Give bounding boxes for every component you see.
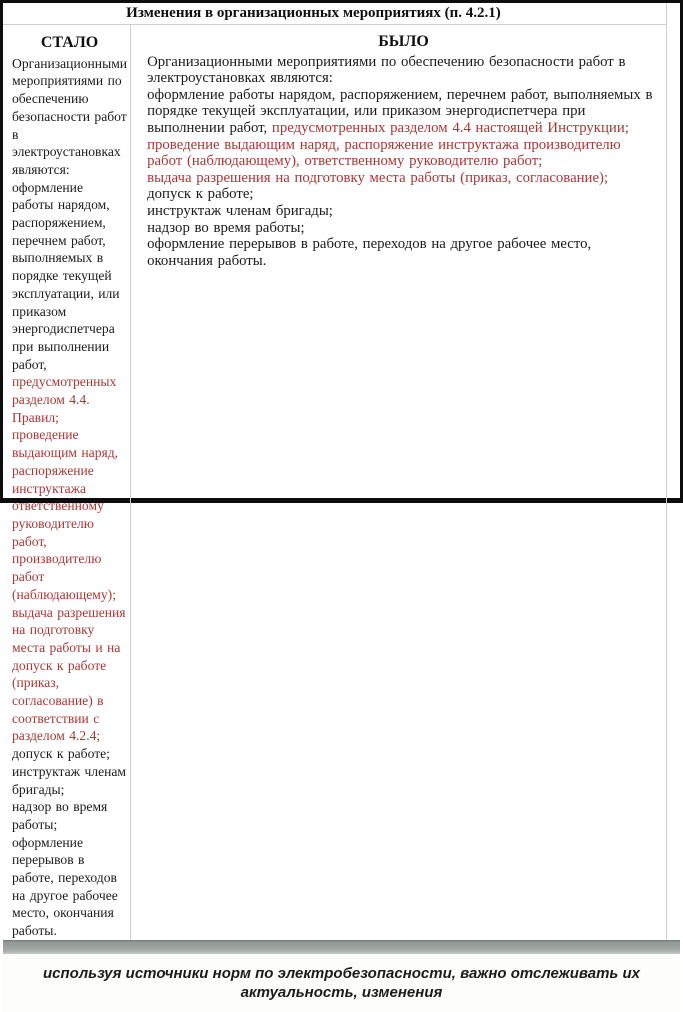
changed-text-segment: предусмотренных разделом 4.4. Правил; (12, 374, 117, 425)
text-item (147, 236, 660, 269)
text-segment: допуск к работе; (147, 186, 254, 203)
text-item (12, 798, 127, 833)
text-segment: инструктаж членам бригады; (12, 763, 127, 797)
column-header-bylo: БЫЛО (378, 33, 429, 50)
text-item (147, 87, 660, 137)
comparison-table (3, 3, 667, 940)
text-segment: инструктаж членам бригады; (147, 202, 333, 219)
column-header-stalo: СТАЛО (40, 34, 99, 51)
text-item (147, 137, 660, 170)
text-segment: Организационными мероприятиями по обеспечению безопасности работ в электроустановках являются: (147, 53, 626, 87)
text-segment: надзор во время работы; (12, 799, 108, 832)
column-body-stalo (12, 55, 127, 940)
text-item (147, 220, 660, 237)
column-body-bylo (147, 54, 660, 270)
text-segment: оформление перерывов в работе, переходов на другое рабочее место, окончания работы. (147, 236, 592, 269)
text-item (12, 604, 127, 746)
text-segment: Организационными мероприятиями по обеспечению безопасности работ в электроустановках являются: (12, 55, 128, 177)
changed-text-segment: выдача разрешения на подготовку места работы (приказ, согласование); (147, 169, 609, 186)
changed-text-segment: выдача разрешения на подготовку места работы и на допуск к работе (приказ, согласование) в соответствии с разделом 4.2.4; (12, 604, 126, 744)
changed-text-segment: проведение выдающим наряд, распоряжение инструктажа производителю работ (наблюдающему), ответственному руководителю работ; (147, 136, 621, 170)
text-item (147, 186, 660, 203)
text-item (12, 426, 127, 603)
footer-note-text: используя источники норм по электробезопасности, важно отслеживать их актуальность, изменения (43, 964, 640, 1001)
columns (3, 25, 666, 940)
text-item (12, 763, 127, 798)
column-stalo (3, 25, 131, 940)
text-item (147, 203, 660, 220)
changed-text-segment: предусмотренных разделом 4.4 настоящей Инструкции; (271, 119, 629, 136)
text-segment: оформление работы нарядом, распоряжением, перечнем работ, выполняемых в порядке текущей эксплуатации, или приказом энергодиспетчера при выполнении работ, (147, 86, 653, 136)
text-item (12, 834, 127, 940)
text-item (147, 54, 660, 87)
text-segment: допуск к работе; (12, 746, 110, 762)
text-item (12, 55, 127, 179)
text-segment: оформление перерывов в работе, переходов на другое рабочее место, окончания работы. (12, 834, 118, 939)
text-segment: надзор во время работы; (147, 219, 305, 236)
text-item (12, 179, 127, 427)
table-title: Изменения в организационных мероприятиях (п. 4.2.1) (3, 3, 666, 25)
footer-note-bar (3, 954, 680, 1012)
text-item (12, 745, 127, 763)
changed-text-segment: проведение выдающим наряд, распоряжение инструктажа ответственному руководителю работ, производителю работ (наблюдающему); (12, 427, 119, 602)
text-segment: оформление работы нарядом, распоряжением, перечнем работ, выполняемых в порядке текущей эксплуатации, или приказом энергодиспетчера при выполнении работ, (12, 179, 120, 372)
column-bylo (131, 25, 666, 940)
text-item (147, 170, 660, 187)
separator-band (3, 940, 680, 954)
